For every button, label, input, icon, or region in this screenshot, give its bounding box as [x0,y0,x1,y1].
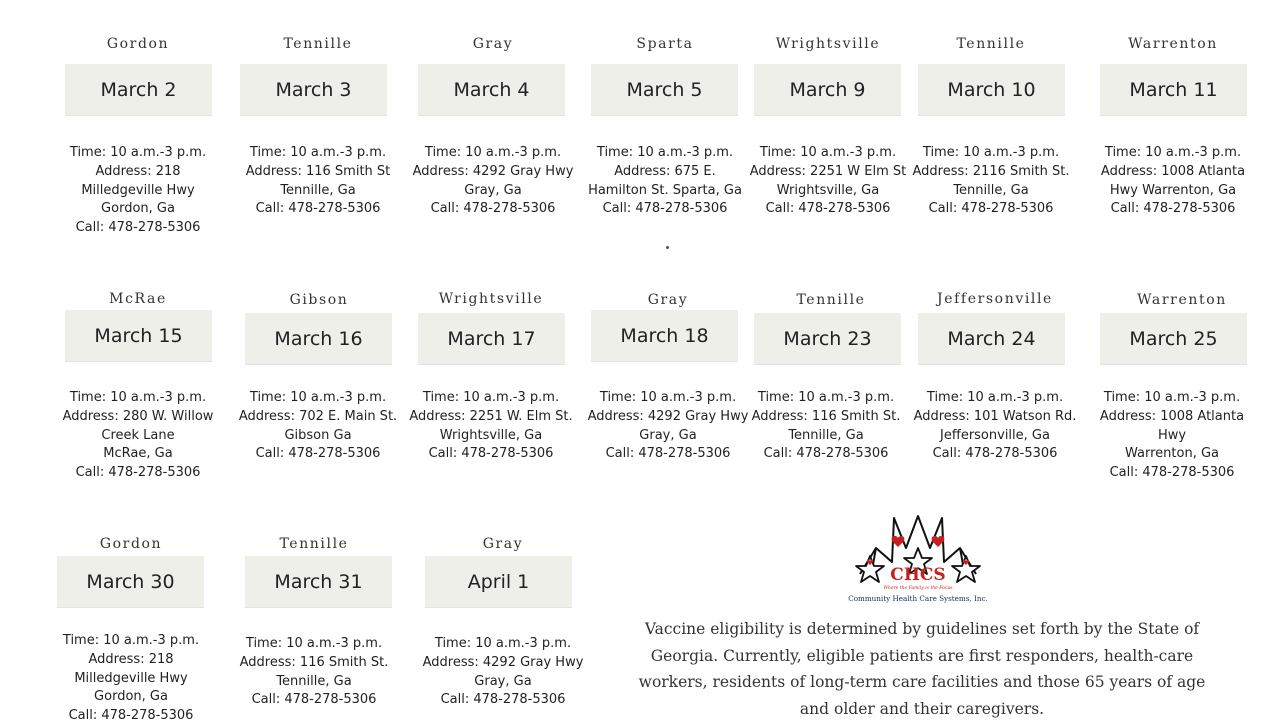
event-address-line: Tennille, Ga [276,673,352,689]
event-city: Jeffersonville [937,291,1053,307]
event-address-line: Address: 116 Smith St [245,163,391,179]
event-details [583,389,753,464]
event-city: Gibson [289,292,349,308]
event-details [229,635,399,710]
event-phone: Call: 478-278-5306 [68,708,194,720]
event-phone: Call: 478-278-5306 [928,201,1054,217]
event-date: March 16 [245,313,392,365]
event-time: Time: 10 a.m.-3 p.m. [62,633,200,648]
event-address-line: Address: 4292 Gray Hwy [587,408,749,424]
event-time: Time: 10 a.m.-3 p.m. [434,636,572,651]
eligibility-line: and older and their caregivers. [799,699,1045,718]
event-address-line: Gray, Ga [474,673,532,689]
event-city: Warrenton [1128,36,1218,52]
event-details [1088,144,1258,219]
event-address-line: Creek Lane [101,427,175,443]
event-address-line: Address: 218 [88,651,174,667]
event-address-line: Hamilton St. Sparta, Ga [588,182,742,198]
event-address-line: Gray, Ga [639,427,697,443]
event-address-line: Address: 218 [95,163,181,179]
event-city: Gordon [106,36,170,52]
event-date: March 3 [240,64,387,116]
event-city: Wrightsville [775,36,881,52]
logo-tagline: Where the Family is the Focus [883,586,953,591]
eligibility-line: workers, residents of long-term care facilities and those 65 years of age [638,673,1206,691]
event-date: March 15 [65,310,212,362]
event-phone: Call: 478-278-5306 [932,446,1058,462]
event-address-line: Tennille, Ga [280,182,356,198]
event-details [233,389,403,464]
event-details [406,389,576,464]
event-address-line: Address: 280 W. Willow [62,408,214,424]
event-time: Time: 10 a.m.-3 p.m. [759,145,897,160]
event-address-line: Address: 101 Watson Rd. [913,408,1077,424]
event-details [53,144,223,238]
event-address-line: Address: 116 Smith St. [239,654,389,670]
event-phone: Call: 478-278-5306 [765,201,891,217]
event-city: Gordon [99,536,163,552]
event-address-line: Hwy Warrenton, Ga [1109,182,1237,198]
event-address-line: Tennille, Ga [788,427,864,443]
event-time: Time: 10 a.m.-3 p.m. [69,145,207,160]
event-date: March 23 [754,313,901,365]
eligibility-text [622,616,1222,720]
event-phone: Call: 478-278-5306 [605,446,731,462]
event-details [418,635,588,710]
event-time: Time: 10 a.m.-3 p.m. [245,636,383,651]
event-phone: Call: 478-278-5306 [75,220,201,236]
event-details [408,144,578,219]
event-details [46,632,216,720]
event-phone: Call: 478-278-5306 [763,446,889,462]
event-phone: Call: 478-278-5306 [1110,201,1236,217]
event-city: Gray [647,292,689,308]
event-date: March 9 [754,64,901,116]
event-address-line: Warrenton, Ga [1125,446,1219,462]
event-date: March 4 [418,64,565,116]
event-date: March 25 [1100,313,1247,365]
event-phone: Call: 478-278-5306 [428,446,554,462]
event-date: March 5 [591,64,738,116]
stray-dot [666,246,669,249]
event-details [743,144,913,219]
event-date: March 24 [918,313,1065,365]
event-address-line: Gibson Ga [284,427,352,443]
event-phone: Call: 478-278-5306 [440,692,566,708]
event-address-line: Address: 4292 Gray Hwy [422,654,584,670]
event-address-line: Address: 116 Smith St. [751,408,901,424]
event-date: April 1 [425,556,572,608]
event-time: Time: 10 a.m.-3 p.m. [69,390,207,405]
event-address-line: Address: 2251 W. Elm St. [409,408,573,424]
event-address-line: Wrightsville, Ga [776,182,880,198]
event-phone: Call: 478-278-5306 [602,201,728,217]
chcs-logo [848,512,988,606]
event-address-line: Gordon, Ga [101,201,175,217]
event-details [1087,389,1257,483]
event-city: Sparta [636,36,694,52]
event-time: Time: 10 a.m.-3 p.m. [1104,145,1242,160]
event-address-line: Address: 675 E. [614,163,716,179]
logo-wordmark: CHCS [890,565,946,585]
event-phone: Call: 478-278-5306 [75,465,201,481]
event-city: Wrightsville [438,291,544,307]
logo-org-name: Community Health Care Systems, Inc. [848,594,988,603]
event-time: Time: 10 a.m.-3 p.m. [757,390,895,405]
event-details [233,144,403,219]
event-date: March 18 [591,310,738,362]
event-city: Gray [482,536,524,552]
event-time: Time: 10 a.m.-3 p.m. [599,390,737,405]
event-date: March 17 [418,313,565,365]
eligibility-line: Vaccine eligibility is determined by guidelines set forth by the State of [644,620,1200,638]
event-city: Gray [472,36,514,52]
event-city: Tennille [796,292,866,308]
event-phone: Call: 478-278-5306 [251,692,377,708]
event-address-line: Milledgeville Hwy [81,182,195,198]
event-address-line: Address: 1008 Atlanta [1100,163,1246,179]
event-date: March 30 [57,556,204,608]
event-phone: Call: 478-278-5306 [255,446,381,462]
event-address-line: Gordon, Ga [94,689,168,705]
event-address-line: Gray, Ga [464,182,522,198]
event-address-line: Address: 4292 Gray Hwy [412,163,574,179]
event-city: McRae [109,291,167,307]
event-phone: Call: 478-278-5306 [255,201,381,217]
event-time: Time: 10 a.m.-3 p.m. [249,145,387,160]
event-time: Time: 10 a.m.-3 p.m. [422,390,560,405]
event-date: March 11 [1100,64,1247,116]
event-phone: Call: 478-278-5306 [1109,465,1235,481]
event-details [906,144,1076,219]
event-address-line: Address: 1008 Atlanta [1099,408,1245,424]
event-address-line: Address: 702 E. Main St. [238,408,398,424]
event-phone: Call: 478-278-5306 [430,201,556,217]
event-details [741,389,911,464]
event-address-line: Milledgeville Hwy [74,670,188,686]
event-address-line: Hwy [1157,427,1187,443]
event-details [910,389,1080,464]
event-address-line: Jeffersonville, Ga [940,427,1050,443]
event-time: Time: 10 a.m.-3 p.m. [926,390,1064,405]
event-address-line: Wrightsville, Ga [439,427,543,443]
event-city: Tennille [283,36,353,52]
event-address-line: Address: 2251 W Elm St [749,163,907,179]
event-time: Time: 10 a.m.-3 p.m. [424,145,562,160]
event-address-line: McRae, Ga [103,446,173,462]
event-time: Time: 10 a.m.-3 p.m. [249,390,387,405]
event-city: Tennille [279,536,349,552]
event-city: Warrenton [1137,292,1227,308]
event-details [580,144,750,219]
event-address-line: Address: 2116 Smith St. [912,163,1070,179]
eligibility-line: Georgia. Currently, eligible patients are first responders, health-care [650,646,1194,665]
event-details [53,389,223,483]
event-city: Tennille [956,36,1026,52]
event-time: Time: 10 a.m.-3 p.m. [1103,390,1241,405]
event-time: Time: 10 a.m.-3 p.m. [922,145,1060,160]
event-address-line: Tennille, Ga [953,182,1029,198]
event-time: Time: 10 a.m.-3 p.m. [596,145,734,160]
event-date: March 10 [918,64,1065,116]
event-date: March 2 [65,64,212,116]
event-date: March 31 [245,556,392,608]
